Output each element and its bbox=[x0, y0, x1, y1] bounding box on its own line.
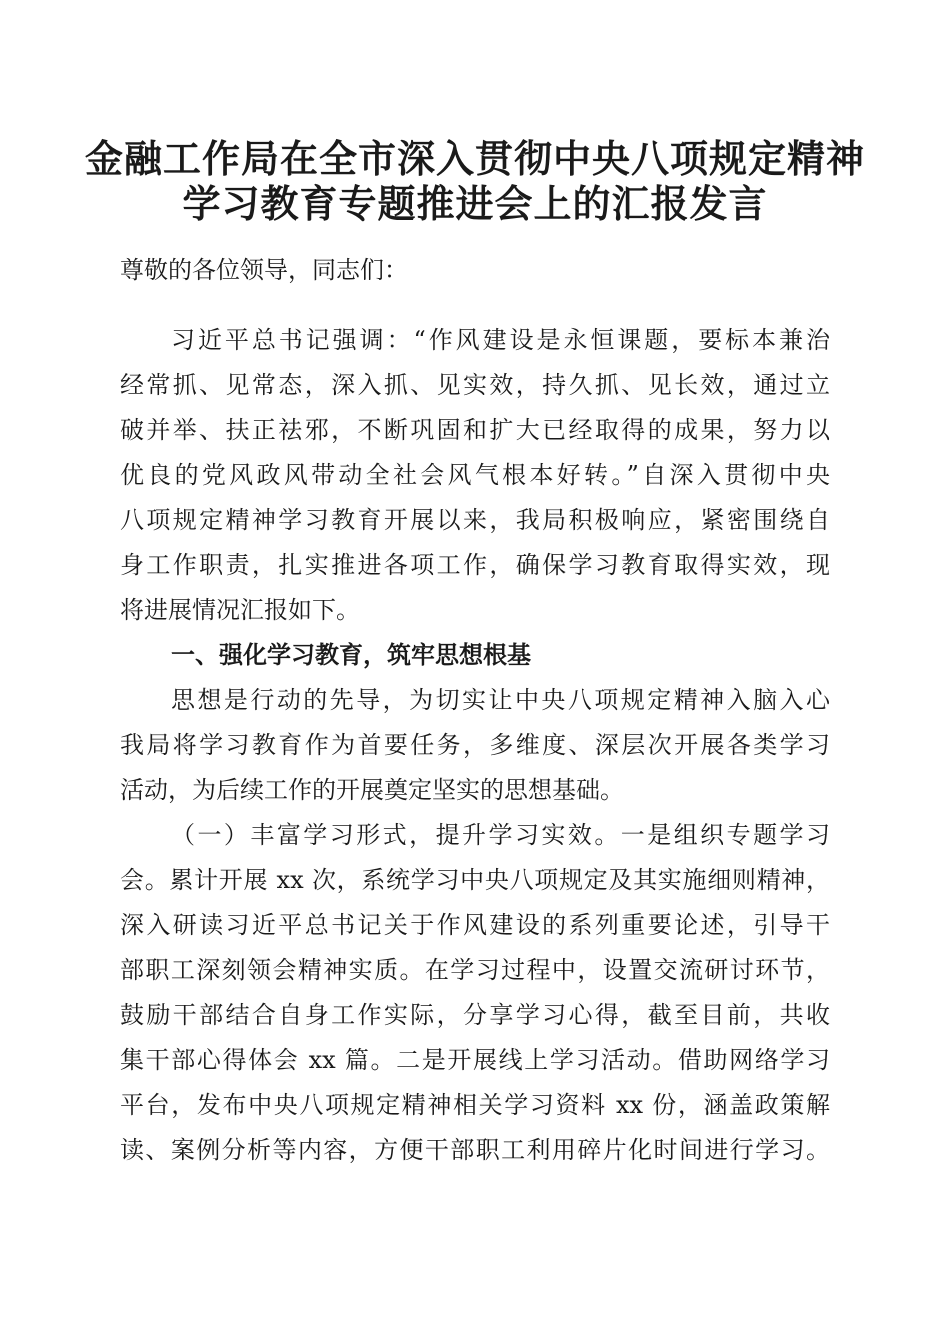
paragraph-line: 我局将学习教育作为首要任务，多维度、深层次开展各类学习 bbox=[120, 731, 830, 759]
paragraph-line: 平台，发布中央八项规定精神相关学习资料 xx 份，涵盖政策解 bbox=[120, 1091, 830, 1119]
paragraph-line: 部职工深刻领会精神实质。在学习过程中，设置交流研讨环节， bbox=[120, 956, 830, 984]
paragraph-line: 习近平总书记强调：“作风建设是永恒课题，要标本兼治 bbox=[171, 326, 830, 354]
document-title-line-1: 金融工作局在全市深入贯彻中央八项规定精神 bbox=[84, 136, 865, 181]
salutation: 尊敬的各位领导，同志们： bbox=[120, 256, 408, 284]
paragraph-line: 会。累计开展 xx 次，系统学习中央八项规定及其实施细则精神， bbox=[120, 866, 830, 894]
document-title-line-2: 学习教育专题推进会上的汇报发言 bbox=[182, 181, 768, 226]
paragraph-line: 身工作职责，扎实推进各项工作，确保学习教育取得实效，现 bbox=[120, 551, 830, 579]
paragraph-line: 八项规定精神学习教育开展以来，我局积极响应，紧密围绕自 bbox=[120, 506, 830, 534]
paragraph-line: 深入研读习近平总书记关于作风建设的系列重要论述，引导干 bbox=[120, 911, 830, 939]
section-heading: 一、强化学习教育，筑牢思想根基 bbox=[171, 641, 531, 669]
paragraph-line: 鼓励干部结合自身工作实际，分享学习心得，截至目前，共收 bbox=[120, 1001, 830, 1029]
paragraph-line: 集干部心得体会 xx 篇。二是开展线上学习活动。借助网络学习 bbox=[120, 1046, 830, 1074]
paragraph-line: 将进展情况汇报如下。 bbox=[120, 596, 360, 624]
paragraph-line: 破并举、扶正祛邪，不断巩固和扩大已经取得的成果，努力以 bbox=[120, 416, 830, 444]
paragraph-line: 经常抓、见常态，深入抓、见实效，持久抓、见长效，通过立 bbox=[120, 371, 830, 399]
paragraph-line: 读、案例分析等内容，方便干部职工利用碎片化时间进行学习。 bbox=[120, 1136, 830, 1164]
paragraph-line: 思想是行动的先导，为切实让中央八项规定精神入脑入心 bbox=[171, 686, 830, 714]
paragraph-line: 活动，为后续工作的开展奠定坚实的思想基础。 bbox=[120, 776, 624, 804]
paragraph-line: 优良的党风政风带动全社会风气根本好转。”自深入贯彻中央 bbox=[120, 461, 830, 489]
subsection-line: （一）丰富学习形式，提升学习实效。一是组织专题学习 bbox=[171, 821, 830, 849]
